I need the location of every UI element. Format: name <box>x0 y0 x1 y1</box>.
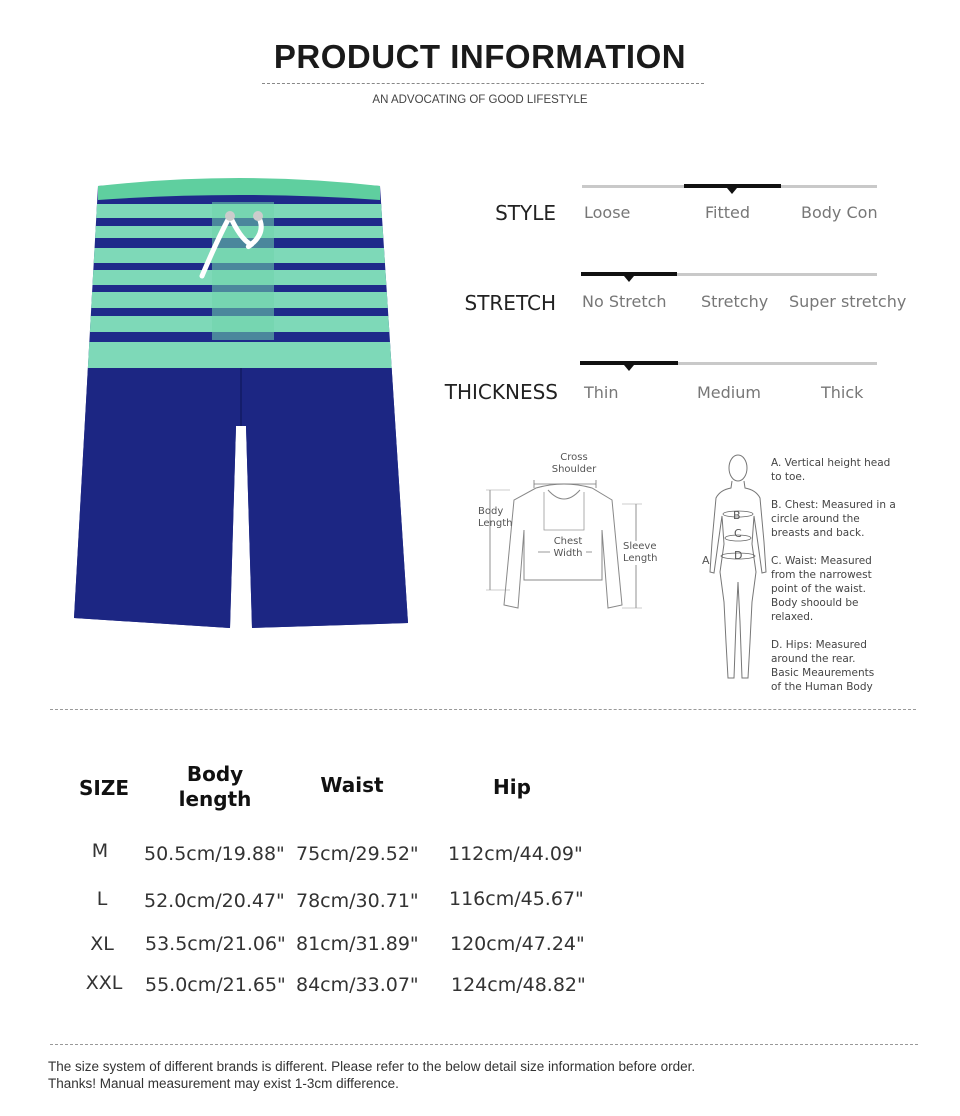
thickness-option-thin: Thin <box>584 383 619 402</box>
point-a-label: A <box>702 554 710 567</box>
note-a: A. Vertical height head to toe. <box>771 457 891 483</box>
table-row-l-hip: 116cm/45.67" <box>449 888 584 910</box>
table-row-xxl-waist: 84cm/33.07" <box>296 974 419 996</box>
table-row-m-waist: 75cm/29.52" <box>296 843 419 865</box>
style-option-loose: Loose <box>584 203 631 222</box>
note-b: B. Chest: Measured in a circle around the breasts and back. <box>771 499 896 539</box>
table-row-xl-body-length: 53.5cm/21.06" <box>145 933 286 955</box>
disclaimer-line-1: The size system of different brands is different. Please refer to the below detail size information before order. <box>48 1059 696 1074</box>
table-row-m-body-length: 50.5cm/19.88" <box>144 843 285 865</box>
sleeve-length-label: Sleeve Length <box>623 541 658 564</box>
title-divider <box>262 83 704 84</box>
style-label: STYLE <box>495 201 556 225</box>
table-row-m-hip: 112cm/44.09" <box>448 843 583 865</box>
header-body-length: Body length <box>178 762 252 811</box>
header-size: SIZE <box>78 776 129 800</box>
table-row-l-size: L <box>96 888 108 910</box>
style-selected-marker <box>727 188 737 194</box>
body-length-label: Body Length <box>478 506 513 529</box>
table-row-xxl-hip: 124cm/48.82" <box>451 974 586 996</box>
table-row-xxl-body-length: 55.0cm/21.65" <box>145 974 286 996</box>
cross-shoulder-label: Cross Shoulder <box>551 452 597 475</box>
point-d-label: D <box>734 549 743 562</box>
table-row-xl-hip: 120cm/47.24" <box>450 933 585 955</box>
body-measurement-figure <box>700 452 770 684</box>
point-b-label: B <box>733 509 741 522</box>
table-row-l-waist: 78cm/30.71" <box>296 890 419 912</box>
table-row-xxl-size: XXL <box>85 972 123 994</box>
table-row-l-body-length: 52.0cm/20.47" <box>144 890 285 912</box>
section-divider-1 <box>50 709 916 710</box>
style-option-fitted: Fitted <box>705 203 751 222</box>
table-row-xl-waist: 81cm/31.89" <box>296 933 419 955</box>
thickness-option-medium: Medium <box>697 383 761 402</box>
chest-width-label: Chest Width <box>550 536 586 560</box>
header-hip: Hip <box>493 775 531 799</box>
table-row-xl-size: XL <box>90 933 114 955</box>
point-c-label: C <box>734 527 742 540</box>
note-c: C. Waist: Measured from the narrowest point of the waist. Body shoould be relaxed. <box>771 555 872 623</box>
header-waist: Waist <box>320 773 384 797</box>
thickness-option-thick: Thick <box>821 383 864 402</box>
page-subtitle: AN ADVOCATING OF GOOD LIFESTYLE <box>372 94 588 106</box>
stretch-option-no-stretch: No Stretch <box>582 292 667 311</box>
style-option-body-con: Body Con <box>801 203 878 222</box>
disclaimer-line-2: Thanks! Manual measurement may exist 1-3cm difference. <box>48 1076 399 1091</box>
table-row-m-size: M <box>91 840 109 862</box>
stretch-selected-marker <box>624 276 634 282</box>
size-disclaimer <box>48 1058 695 1092</box>
thickness-selected-marker <box>624 365 634 371</box>
stretch-label: STRETCH <box>464 291 556 315</box>
thickness-label: THICKNESS <box>444 380 558 404</box>
stretch-option-super-stretchy: Super stretchy <box>789 292 907 311</box>
section-divider-2 <box>50 1044 918 1045</box>
note-d: D. Hips: Measured around the rear. Basic Meaurements of the Human Body <box>771 639 875 693</box>
stretch-option-stretchy: Stretchy <box>701 292 769 311</box>
page-title: PRODUCT INFORMATION <box>273 38 687 75</box>
